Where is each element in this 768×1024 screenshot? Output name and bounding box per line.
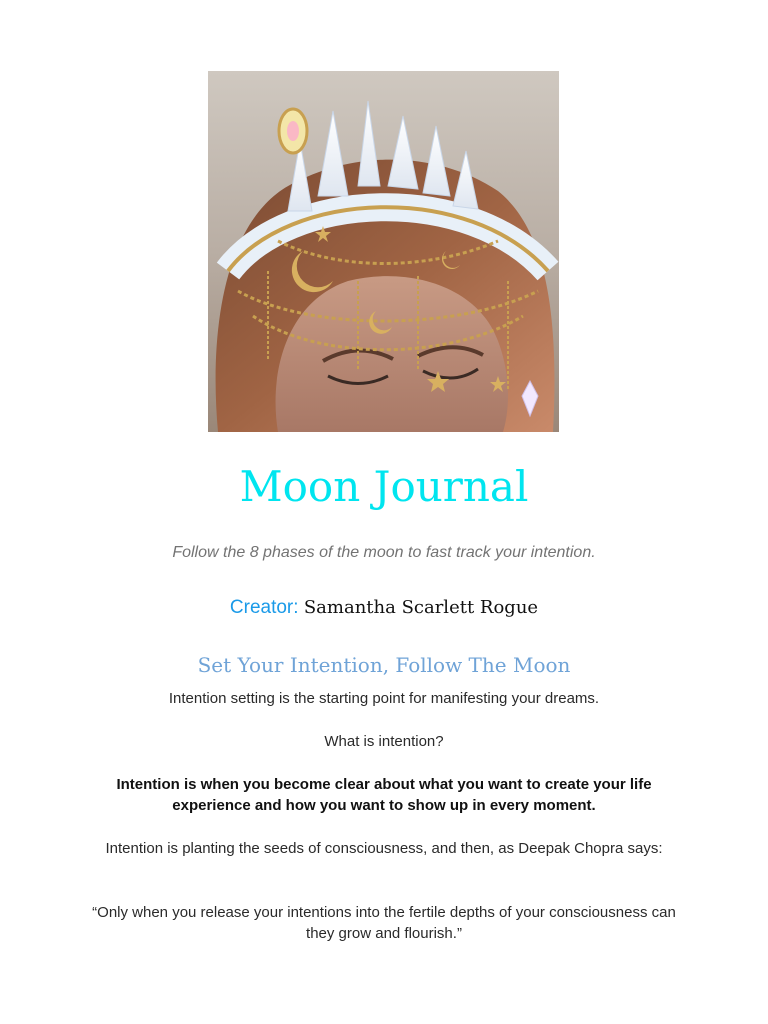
creator-name: Samantha Scarlett Rogue (303, 597, 539, 618)
section-heading: Set Your Intention, Follow The Moon (197, 653, 571, 677)
creator-label: Creator: (229, 597, 299, 618)
paragraph-question: What is intention? (324, 733, 444, 750)
page-subtitle: Follow the 8 phases of the moon to fast track your intention. (172, 544, 596, 561)
paragraph-definition: Intention is when you become clear about what you want to create your life experience and how you want to show up in every moment. (116, 776, 652, 814)
creator-line (0, 597, 768, 619)
paragraph-intro: Intention setting is the starting point for manifesting your dreams. (168, 690, 600, 707)
page-title: Moon Journal (239, 462, 529, 511)
crown-photo-illustration (208, 71, 559, 432)
paragraph-chopra-intro: Intention is planting the seeds of consciousness, and then, as Deepak Chopra says: (105, 840, 663, 857)
paragraph-quote: “Only when you release your intentions into the fertile depths of your consciousness can they grow and flourish.” (92, 904, 676, 942)
hero-image (208, 71, 559, 432)
